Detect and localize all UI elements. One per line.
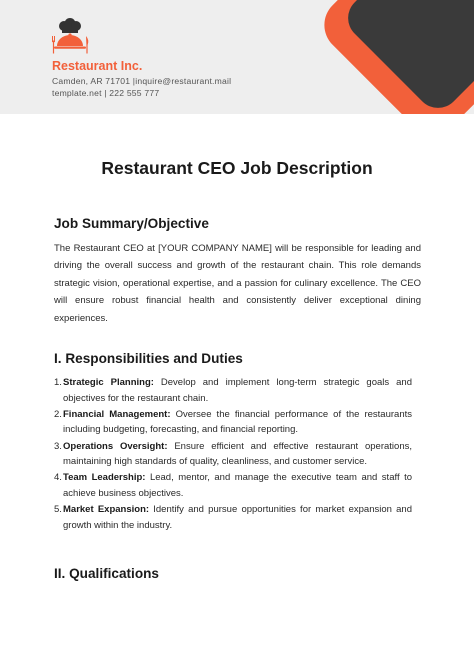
company-contact xyxy=(52,76,252,99)
duty-description: Develop and implement long-term strategic goals and objectives for the restaurant chain. xyxy=(63,377,412,404)
duty-term: Financial Management: xyxy=(63,408,171,420)
qualifications-heading: II. Qualifications xyxy=(54,566,159,581)
duty-description: Identify and pursue opportunities for market expansion and growth within the industry. xyxy=(63,504,412,531)
list-item xyxy=(54,439,412,470)
duty-term: Strategic Planning: xyxy=(63,377,154,388)
list-item xyxy=(54,407,412,438)
duty-term: Operations Oversight: xyxy=(63,440,168,452)
address-line: Camden, AR 71701 |inquire@restaurant.mail xyxy=(52,76,232,86)
list-number: 1. xyxy=(54,377,62,388)
website-phone-line: template.net | 222 555 777 xyxy=(52,87,160,98)
duty-term: Team Leadership: xyxy=(63,472,146,484)
list-number: 5. xyxy=(54,504,62,516)
summary-paragraph: The Restaurant CEO at [YOUR COMPANY NAME] will be responsible for leading and driving the overall success and growth of the restaurant chain. This role demands strategic vision, operational expertise, and a passion for culinary excellence. The CEO will ensure robust financial health and consistently deliver exceptional dining experiences. xyxy=(54,243,421,324)
list-number: 2. xyxy=(54,408,62,420)
duty-description: Ensure efficient and effective restaurant operations, maintaining high standards of quality, cleanliness, and customer service. xyxy=(63,440,412,468)
list-item xyxy=(54,375,412,406)
responsibilities-heading: I. Responsibilities and Duties xyxy=(54,351,243,366)
duty-description: Lead, mentor, and manage the executive team and staff to achieve business objectives. xyxy=(63,472,412,499)
list-item xyxy=(54,502,412,533)
document-title: Restaurant CEO Job Description xyxy=(101,158,373,178)
duty-term: Market Expansion: xyxy=(63,504,150,516)
chef-hat-cloche-icon xyxy=(46,18,94,58)
duty-description: Oversee the financial performance of the restaurants including budgeting, forecasting, and financial reporting. xyxy=(63,408,412,436)
list-number: 4. xyxy=(54,472,62,484)
list-number: 3. xyxy=(54,440,62,452)
summary-heading: Job Summary/Objective xyxy=(54,216,209,231)
letterhead xyxy=(0,0,474,114)
company-name: Restaurant Inc. xyxy=(52,59,143,73)
responsibilities-list xyxy=(54,375,412,534)
list-item xyxy=(54,470,412,501)
